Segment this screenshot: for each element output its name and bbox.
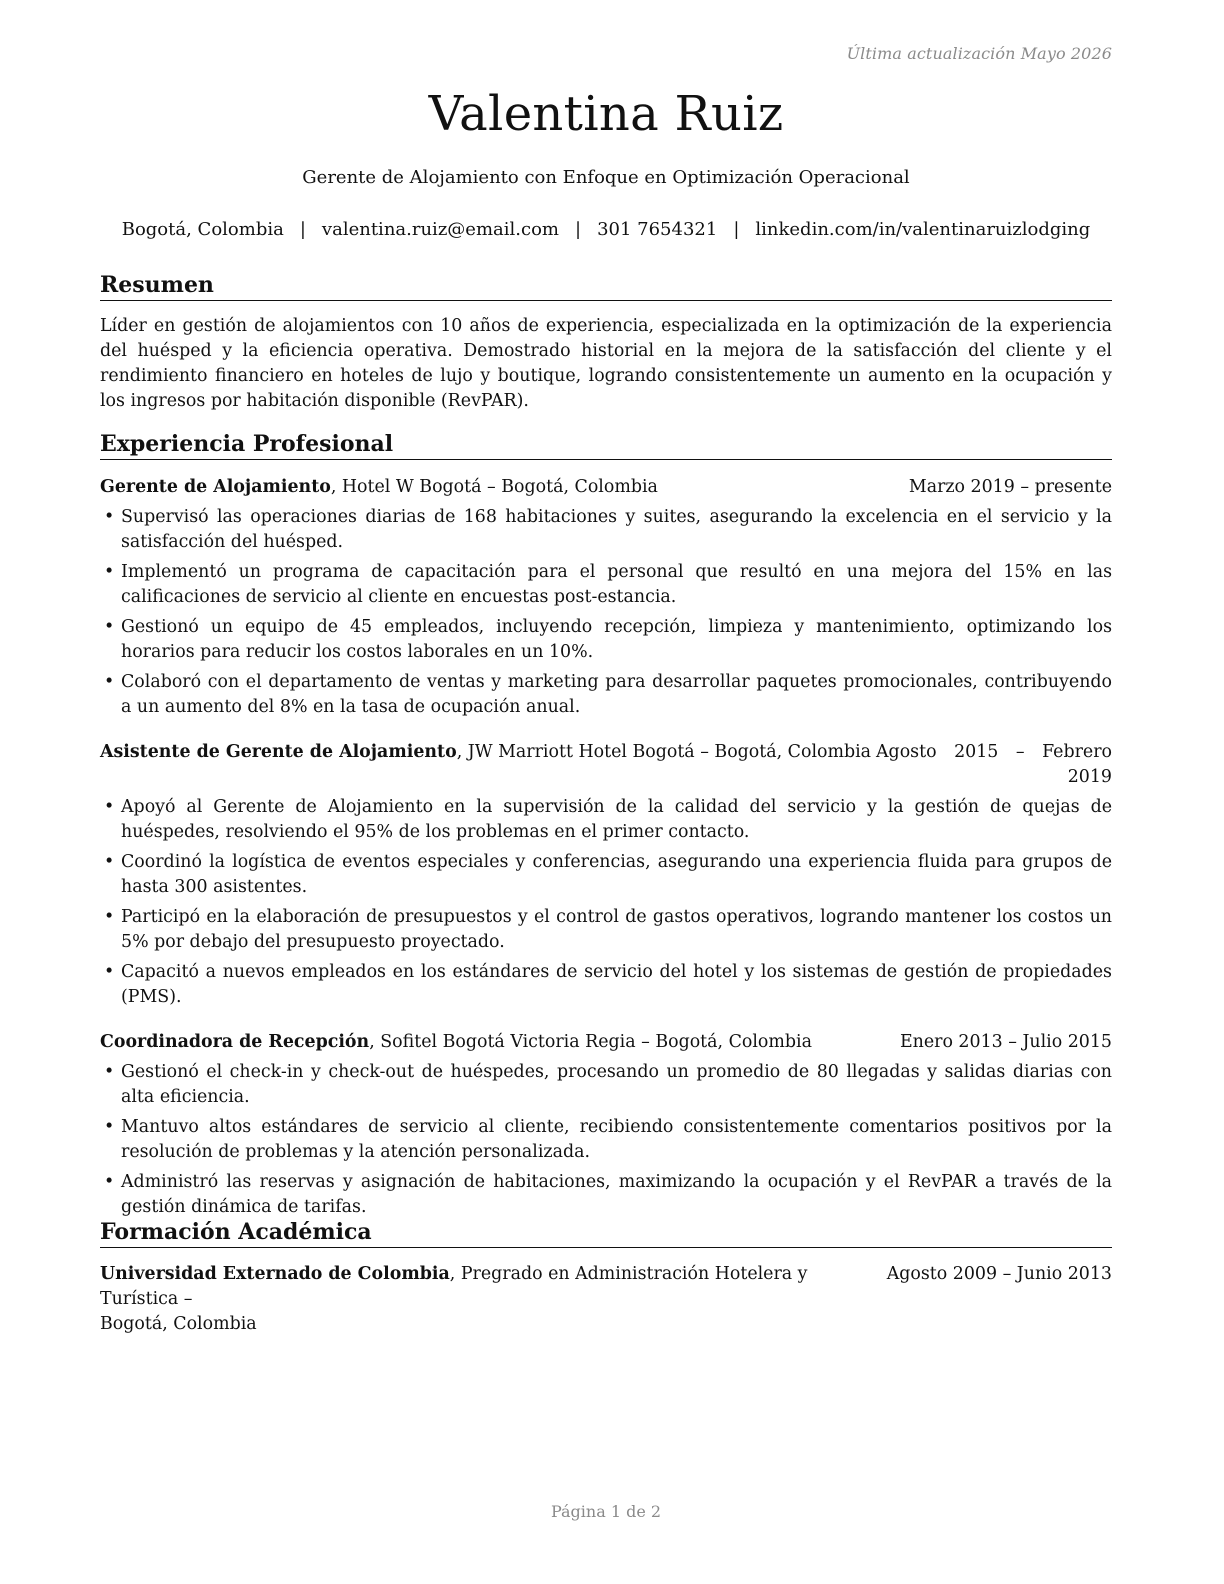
- job-dates: Agosto 2015 – Febrero 2019: [876, 742, 1112, 787]
- summary-section: [100, 271, 1112, 414]
- job-entry: [100, 475, 1112, 720]
- bullet-icon: •: [104, 672, 115, 692]
- contact-separator: |: [733, 219, 740, 240]
- bullet-icon: •: [104, 617, 115, 637]
- bullet-icon: •: [104, 507, 115, 527]
- job-bullets: [100, 795, 1112, 1010]
- contact-location: Bogotá, Colombia: [121, 219, 284, 240]
- list-item: • Coordinó la logística de eventos especiales y conferencias, asegurando una experiencia fluida para grupos de hasta 300 asistentes.: [104, 852, 1112, 897]
- contact-separator: |: [574, 219, 582, 240]
- education-location: Bogotá, Colombia: [100, 1314, 257, 1334]
- list-item: • Colaboró con el departamento de ventas y marketing para desarrollar paquetes promocionales, contribuyendo a un aumento del 8% en la tasa de ocupación anual.: [104, 672, 1112, 717]
- section-title-summary: Resumen: [100, 271, 1112, 301]
- list-item: • Administró las reservas y asignación de habitaciones, maximizando la ocupación y el RevPAR a través de la gestión dinámica de tarifas.: [104, 1172, 1112, 1217]
- bullet-icon: •: [104, 1172, 115, 1192]
- job-bullets: [100, 1060, 1112, 1220]
- job-company: , Sofitel Bogotá Victoria Regia – Bogotá, Colombia: [369, 1032, 812, 1052]
- bullet-icon: •: [104, 907, 115, 927]
- education-degree: , Pregrado en Administración Hotelera y Turística –: [100, 1264, 808, 1309]
- bullet-icon: •: [104, 797, 115, 817]
- list-item: • Gestionó el check-in y check-out de huéspedes, procesando un promedio de 80 llegadas y salidas diarias con alta eficiencia.: [104, 1062, 1112, 1107]
- job-title-line: [100, 740, 871, 790]
- list-item: • Gestionó un equipo de 45 empleados, incluyendo recepción, limpieza y mantenimiento, optimizando los horarios para reducir los costos laborales en un 10%.: [104, 617, 1112, 662]
- list-item: • Capacitó a nuevos empleados en los estándares de servicio del hotel y los sistemas de gestión de propiedades (PMS).: [104, 962, 1112, 1007]
- list-item: • Mantuvo altos estándares de servicio al cliente, recibiendo consistentemente comentarios positivos por la resolución de problemas y la atención personalizada.: [104, 1117, 1112, 1162]
- job-company: , Hotel W Bogotá – Bogotá, Colombia: [330, 477, 658, 497]
- section-title-education: Formación Académica: [100, 1218, 1112, 1248]
- job-entry: [100, 1030, 1112, 1220]
- job-header: [100, 475, 1112, 500]
- bullet-icon: •: [104, 962, 115, 982]
- last-updated: Última actualización Mayo 2026: [846, 44, 1112, 63]
- contact-line: [100, 219, 1112, 240]
- contact-linkedin[interactable]: linkedin.com/in/valentinaruizlodging: [755, 219, 1091, 240]
- list-item: • Apoyó al Gerente de Alojamiento en la supervisión de la calidad del servicio y la gestión de quejas de huéspedes, resolviendo el 95% de los problemas en el primer contacto.: [104, 797, 1112, 842]
- list-item: • Participó en la elaboración de presupuestos y el control de gastos operativos, logrando mantener los costos un 5% por debajo del presupuesto proyectado.: [104, 907, 1112, 952]
- bullet-icon: •: [104, 852, 115, 872]
- experience-section: [100, 430, 1112, 1225]
- education-institution: Universidad Externado de Colombia: [100, 1264, 450, 1284]
- contact-phone: 301 7654321: [597, 219, 718, 240]
- job-role: Coordinadora de Recepción: [100, 1032, 370, 1052]
- list-item: • Implementó un programa de capacitación para el personal que resultó en una mejora del 15% en las calificaciones de servicio al cliente en encuestas post-estancia.: [104, 562, 1112, 607]
- candidate-name: Valentina Ruiz: [428, 86, 784, 142]
- job-title-line: [100, 1030, 812, 1055]
- section-title-experience: Experiencia Profesional: [100, 430, 1112, 460]
- job-bullets: [100, 505, 1112, 720]
- resume-page: [100, 0, 1112, 1584]
- job-entry: [100, 740, 1112, 1010]
- job-role: Gerente de Alojamiento: [100, 477, 331, 497]
- job-dates: Marzo 2019 – presente: [908, 477, 1112, 497]
- bullet-icon: •: [104, 1062, 115, 1082]
- job-dates: Enero 2013 – Julio 2015: [899, 1032, 1112, 1052]
- job-role: Asistente de Gerente de Alojamiento: [100, 742, 457, 762]
- job-header: [100, 1030, 1112, 1055]
- summary-text: Líder en gestión de alojamientos con 10 años de experiencia, especializada en la optimización de la experiencia del huésped y la eficiencia operativa. Demostrado historial en la mejora de la satisfacción del cliente y el rendimiento financiero en hoteles de lujo y boutique, logrando consistentemente un aumento en la ocupación y los ingresos por habitación disponible (RevPAR).: [100, 316, 1112, 411]
- job-title-line: [100, 475, 658, 500]
- bullet-icon: •: [104, 562, 115, 582]
- education-dates: Agosto 2009 – Junio 2013: [886, 1264, 1112, 1284]
- list-item: • Supervisó las operaciones diarias de 168 habitaciones y suites, asegurando la excelencia en el servicio y la satisfacción del huésped.: [104, 507, 1112, 552]
- education-header: [100, 1262, 1112, 1312]
- contact-email[interactable]: valentina.ruiz@email.com: [321, 219, 559, 240]
- job-company: , JW Marriott Hotel Bogotá – Bogotá, Colombia: [456, 742, 872, 762]
- job-header: [100, 740, 1112, 790]
- education-section: [100, 1218, 1112, 1337]
- bullet-icon: •: [104, 1117, 115, 1137]
- contact-separator: |: [299, 219, 306, 240]
- education-title-line: [100, 1262, 887, 1312]
- page-number: Página 1 de 2: [550, 1502, 662, 1521]
- candidate-tagline: Gerente de Alojamiento con Enfoque en Optimización Operacional: [302, 167, 910, 188]
